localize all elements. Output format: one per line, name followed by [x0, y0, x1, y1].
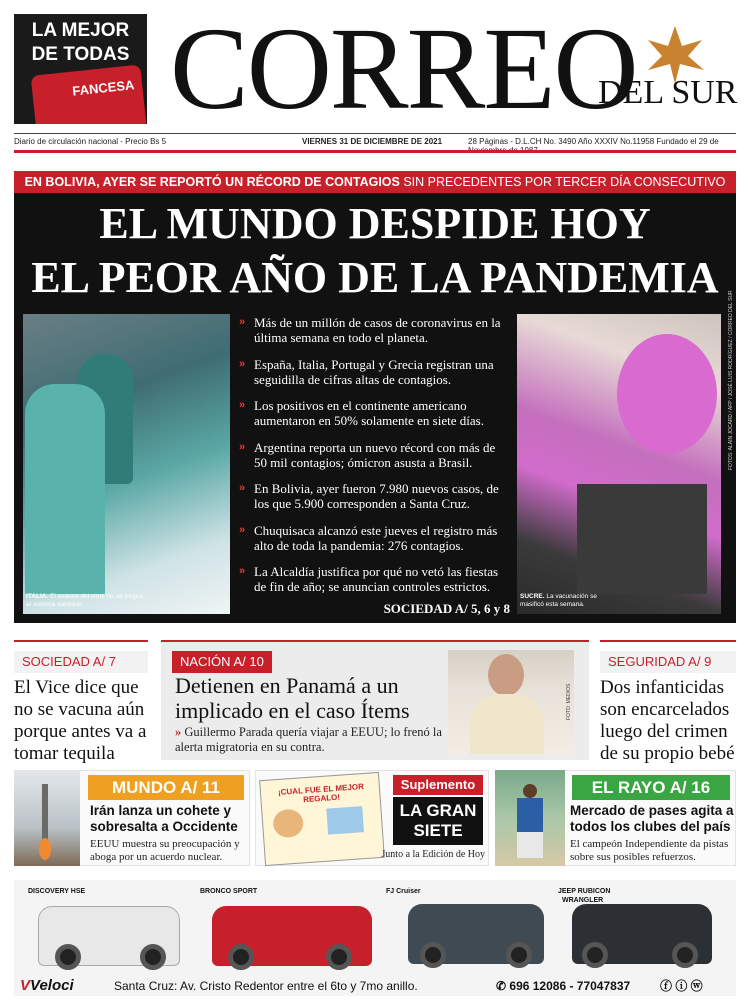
lead-bullet [239, 481, 511, 511]
suplemento-note: Junto a la Edición de Hoy [381, 849, 485, 860]
bullet-text: Más de un millón de casos de coronavirus en la última semana en todo el planeta. [254, 315, 501, 345]
photo-caption-sucre [520, 593, 610, 609]
photo-credit: FOTOS: ALAIN JOCARD / AFP / JOSÉ LUIS RODRÍGUEZ / CORREO DEL SUR [728, 290, 734, 470]
promo-ad[interactable] [14, 14, 147, 124]
story-infanticidas[interactable]: Dos infanticidas son encarcelados luego del crimen de su propio bebé [600, 677, 735, 764]
bullet-text: Los positivos en el continente americano aumentaron en 50% solamente en siete días. [254, 398, 484, 428]
bullet-arrow-icon: » [175, 725, 185, 739]
photo-figure [25, 384, 105, 594]
caption-place: SUCRE. [520, 593, 545, 600]
lead-headline-line-1[interactable]: EL MUNDO DESPIDE HOY [99, 199, 651, 248]
section-rule [600, 640, 736, 642]
lead-section-ref[interactable]: SOCIEDAD A/ 5, 6 y 8 [383, 601, 510, 616]
story-panama-photo[interactable] [448, 650, 574, 754]
bullet-text: Argentina reporta un nuevo récord con más de 50 mil contagios; ómicron asusta a Brasil. [254, 440, 496, 470]
lead-photo-sucre[interactable] [517, 314, 721, 614]
bullet-text: Chuquisaca alcanzó este jueves el registro más alto de toda la pandemia: 276 contagios. [254, 523, 498, 553]
wheel-icon [420, 942, 446, 968]
ad-phone[interactable] [496, 975, 630, 997]
story-mercado-headline[interactable]: Mercado de pases agita a todos los clubes del país [570, 803, 734, 834]
lead-kicker-rest: SIN PRECEDENTES POR TERCER DÍA CONSECUTIVO [399, 175, 726, 189]
edition-date: VIERNES 31 DE DICIEMBRE DE 2021 [302, 137, 443, 146]
photo-caption-italia [26, 593, 146, 609]
lead-bullet [239, 315, 511, 345]
lead-photo-italia[interactable] [23, 314, 230, 614]
story-panama-sub [175, 725, 445, 755]
newspaper-logo[interactable]: CORREO [170, 3, 637, 134]
wheel-icon [326, 944, 352, 970]
photo-shirt [517, 798, 543, 832]
photo-sign [577, 484, 707, 594]
comic-character [272, 808, 304, 838]
brand-mark-icon: V [20, 977, 31, 994]
rocket-icon [42, 784, 48, 840]
bullet-arrow-icon: » [239, 524, 246, 536]
masthead-red-rule [14, 150, 736, 153]
photo-rocket [14, 770, 80, 866]
photo-head [523, 784, 537, 798]
section-tag-mundo[interactable]: MUNDO A/ 11 [88, 775, 244, 800]
bullet-arrow-icon: » [239, 441, 246, 453]
car-model-label: BRONCO SPORT [200, 888, 258, 895]
story-mercado-sub: El campeón Independiente da pistas sobre sus posibles refuerzos. [570, 838, 729, 863]
promo-line-2: DE TODAS [31, 44, 130, 65]
photo-football [495, 770, 565, 866]
bullet-arrow-icon: » [239, 565, 246, 577]
comic-title: ¡CUAL FUE EL MEJOR REGALO! [277, 782, 365, 805]
section-tag-seguridad[interactable]: SEGURIDAD A/ 9 [600, 651, 736, 673]
lead-kicker-bold: EN BOLIVIA, AYER SE REPORTÓ UN RÉCORD DE CONTAGIOS [24, 175, 400, 189]
wheel-icon [672, 942, 698, 968]
car-model-label: FJ Cruiser [386, 888, 421, 895]
bullet-arrow-icon: » [239, 482, 246, 494]
suplemento-title-box [393, 797, 483, 845]
wheel-icon [140, 944, 166, 970]
promo-product [31, 64, 147, 124]
ad-footer [14, 975, 736, 997]
bullet-arrow-icon: » [239, 358, 246, 370]
bullet-text: España, Italia, Portugal y Grecia registran una seguidilla de cifras altas de contagios. [254, 357, 494, 387]
lead-headline-line-2[interactable]: EL PEOR AÑO DE LA PANDEMIA [31, 253, 719, 302]
photo-head [488, 654, 524, 696]
story-panama-headline[interactable]: Detienen en Panamá a un implicado en el caso Ítems [175, 673, 410, 723]
ad-brand [20, 975, 74, 997]
masthead-divider [14, 133, 736, 134]
whatsapp-icon: ✆ [496, 979, 510, 993]
section-tag-nacion[interactable]: NACIÓN A/ 10 [172, 651, 272, 673]
comic-panel [326, 806, 364, 834]
car-model-label: JEEP RUBICON [558, 888, 611, 895]
caption-place: ITALIA. [26, 593, 49, 600]
bullet-arrow-icon: » [239, 399, 246, 411]
story-iran-sub: EEUU muestra su preocupación y aboga por un acuerdo nuclear. [90, 838, 240, 863]
lead-bullet [239, 523, 511, 553]
ad-address: Santa Cruz: Av. Cristo Redentor entre el 6to y 7mo anillo. [114, 979, 418, 993]
lead-bullet [239, 357, 511, 387]
rocket-flame-icon [39, 838, 51, 860]
photo-credit: FOTO: MEDIOS [566, 683, 572, 720]
ad-brand-text: Veloci [30, 977, 74, 994]
social-icons[interactable]: ⓕ ⓘ ⓦ [660, 979, 703, 993]
section-rule [161, 640, 589, 642]
promo-brand: FANCESA [71, 77, 136, 99]
edition-registry: 28 Páginas - D.L.CH No. 3490 Año XXXIV No.11958 Fundado el 29 de [468, 137, 719, 146]
story-panama-sub-text: Guillermo Parada quería viajar a EEUU; lo frenó la alerta migratoria en su contra. [175, 725, 442, 754]
story-iran-headline[interactable]: Irán lanza un cohete y sobresalta a Occidente [90, 803, 238, 834]
section-tag-sociedad[interactable]: SOCIEDAD A/ 7 [14, 651, 148, 673]
bullet-text: La Alcaldía justifica por qué no vetó las fiestas de fin de año; se anuncian controles estrictos. [254, 564, 499, 594]
section-rule [14, 640, 148, 642]
suplemento-title-2: SIETE [413, 821, 463, 840]
bullet-text: En Bolivia, ayer fueron 7.980 nuevos casos, de los que 5.900 corresponden a Santa Cruz. [254, 481, 499, 511]
section-tag-rayo[interactable]: EL RAYO A/ 16 [572, 775, 730, 800]
suplemento-title-1: LA GRAN [399, 801, 477, 820]
wheel-icon [55, 944, 81, 970]
suplemento-label: Suplemento [393, 775, 483, 795]
photo-virus-costume [617, 334, 717, 454]
photo-body [470, 694, 544, 754]
caption-text: El avance del virus no da tregua al sistema sanitario. [26, 593, 143, 608]
wheel-icon [228, 944, 254, 970]
wheel-icon [582, 942, 608, 968]
car-model-sublabel: WRANGLER [562, 897, 604, 904]
caption-text: La vacunación se masificó esta semana. [520, 593, 597, 608]
lead-bullet [239, 398, 511, 428]
lead-kicker [14, 171, 736, 193]
promo-line-1: LA MEJOR [31, 20, 130, 41]
edition-info: Diario de circulación nacional - Precio Bs 5 [14, 137, 167, 146]
photo-shorts [517, 832, 543, 858]
wheel-icon [506, 942, 532, 968]
car-model-label: DISCOVERY HSE [28, 888, 86, 895]
lead-bullet [239, 440, 511, 470]
lead-bullet [239, 564, 511, 594]
newspaper-logo-sub: DEL SUR [598, 74, 738, 111]
bullet-arrow-icon: » [239, 316, 246, 328]
ad-phone-text: 696 12086 - 77047837 [509, 979, 631, 993]
story-vice[interactable]: El Vice dice que no se vacuna aún porque antes va a tomar tequila [14, 677, 147, 764]
